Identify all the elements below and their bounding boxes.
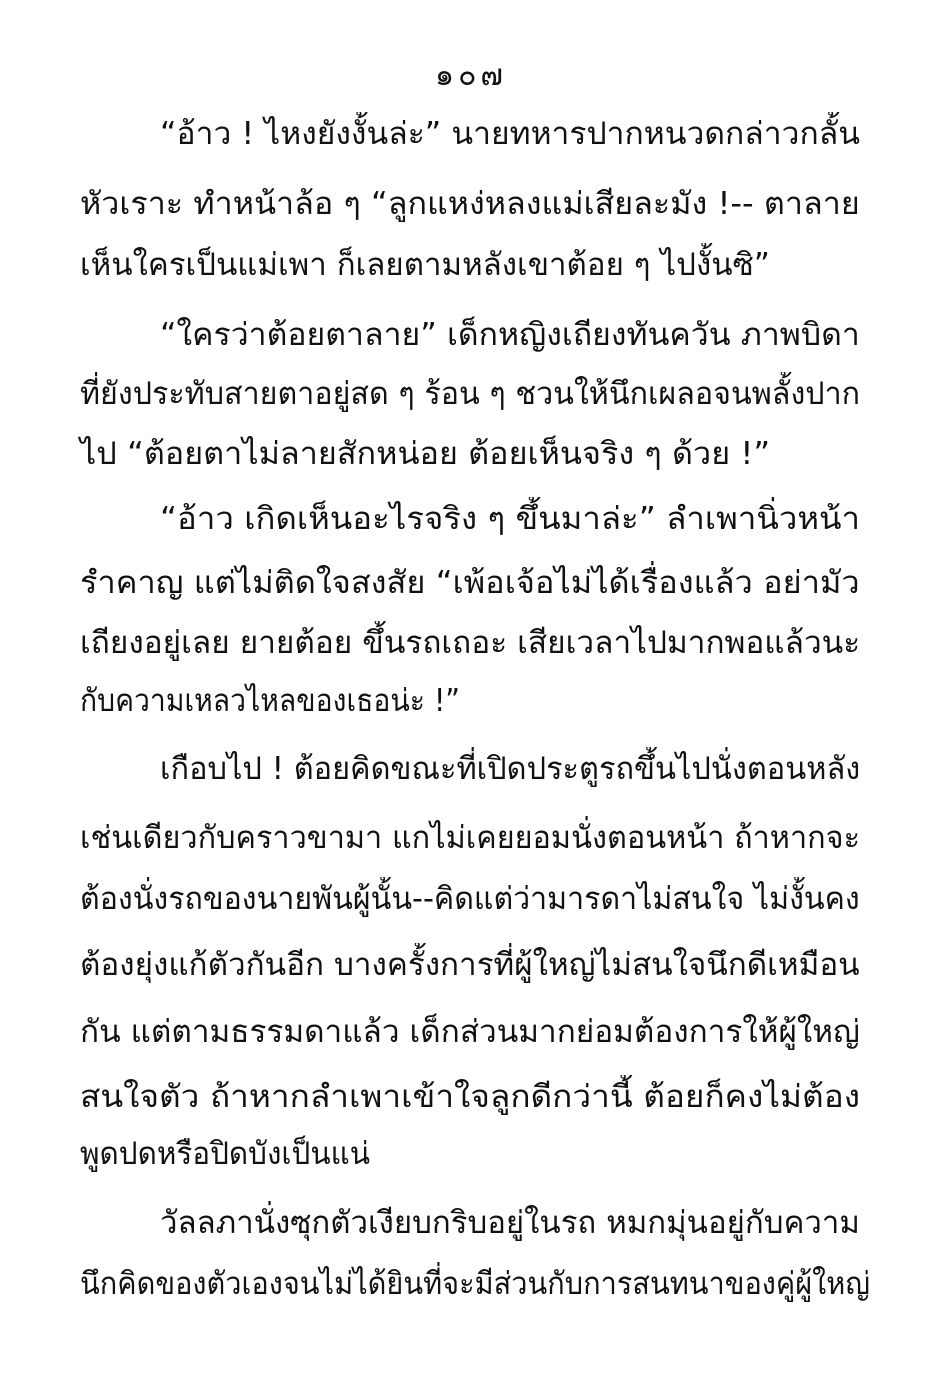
- text-line: [0, 679, 942, 723]
- line-text: เช่นเดียวกับคราวขามา แกไม่เคยยอมนั่งตอนหน้า ถ้าหากจะ: [80, 820, 861, 856]
- line-text: “อ้าว ! ไหงยังงั้นล่ะ” นายทหารปากหนวดกล่าวกลั้น: [160, 116, 860, 152]
- line-text: ต้องนั่งรถของนายพันผู้นั้น--คิดแต่ว่ามารดาไม่สนใจ ไม่งั้นคง: [80, 881, 860, 917]
- text-line: [0, 432, 942, 476]
- text-line: [0, 1201, 942, 1245]
- line-text: กัน แต่ตามธรรมดาแล้ว เด็กส่วนมากย่อมต้องการให้ผู้ใหญ่: [80, 1014, 860, 1050]
- text-line: [0, 497, 942, 541]
- line-text: สนใจตัว ถ้าหากลำเพาเข้าใจลูกดีกว่านี้ ต้อยก็คงไม่ต้อง: [80, 1079, 861, 1115]
- text-line: [0, 877, 942, 921]
- text-line: [0, 313, 942, 357]
- line-text: เถียงอยู่เลย ยายต้อย ขึ้นรถเถอะ เสียเวลาไปมากพอแล้วนะ: [80, 625, 861, 661]
- line-text: หัวเราะ ทำหน้าล้อ ๆ “ลูกแหง่หลงแม่เสียละมัง !-- ตาลาย: [80, 186, 860, 222]
- line-text: พูดปดหรือปิดบังเป็นแน่: [80, 1136, 370, 1172]
- text-line: [0, 372, 942, 416]
- text-line: [0, 621, 942, 665]
- text-line: [0, 943, 942, 987]
- line-text: นึกคิดของตัวเองจนไม่ได้ยินที่จะมีส่วนกับการสนทนาของคู่ผู้ใหญ่: [80, 1266, 870, 1302]
- line-text: เกือบไป ! ต้อยคิดขณะที่เปิดประตูรถขึ้นไปนั่งตอนหลัง: [160, 751, 861, 787]
- line-text: ต้องยุ่งแก้ตัวกันอีก บางครั้งการที่ผู้ใหญ่ไม่สนใจนึกดีเหมือน: [80, 947, 860, 983]
- line-text: ที่ยังประทับสายตาอยู่สด ๆ ร้อน ๆ ชวนให้นึกเผลอจนพลั้งปาก: [80, 376, 861, 412]
- text-line: [0, 1132, 942, 1176]
- text-line: [0, 1262, 942, 1306]
- text-line: [0, 747, 942, 791]
- line-text: ไป “ต้อยตาไม่ลายสักหน่อย ต้อยเห็นจริง ๆ ด้วย !”: [80, 436, 771, 472]
- page-number: ๑๐๗: [435, 58, 507, 93]
- text-line: [0, 1075, 942, 1119]
- text-line: [0, 182, 942, 226]
- text-line: [0, 561, 942, 605]
- line-text: รำคาญ แต่ไม่ติดใจสงสัย “เพ้อเจ้อไม่ได้เรื่องแล้ว อย่ามัว: [80, 565, 860, 601]
- text-line: [0, 1010, 942, 1054]
- line-text: เห็นใครเป็นแม่เพา ก็เลยตามหลังเขาต้อย ๆ ไปงั้นซิ”: [80, 247, 770, 283]
- line-text: กับความเหลวไหลของเธอน่ะ !”: [80, 683, 460, 719]
- line-text: “อ้าว เกิดเห็นอะไรจริง ๆ ขึ้นมาล่ะ” ลำเพานิ่วหน้า: [160, 501, 861, 537]
- line-text: “ใครว่าต้อยตาลาย” เด็กหญิงเถียงทันควัน ภาพบิดา: [160, 317, 860, 353]
- text-line: [0, 816, 942, 860]
- line-text: วัลลภานั่งซุกตัวเงียบกริบอยู่ในรถ หมกมุ่นอยู่กับความ: [160, 1205, 860, 1241]
- text-line: [0, 112, 942, 156]
- text-line: [0, 243, 942, 287]
